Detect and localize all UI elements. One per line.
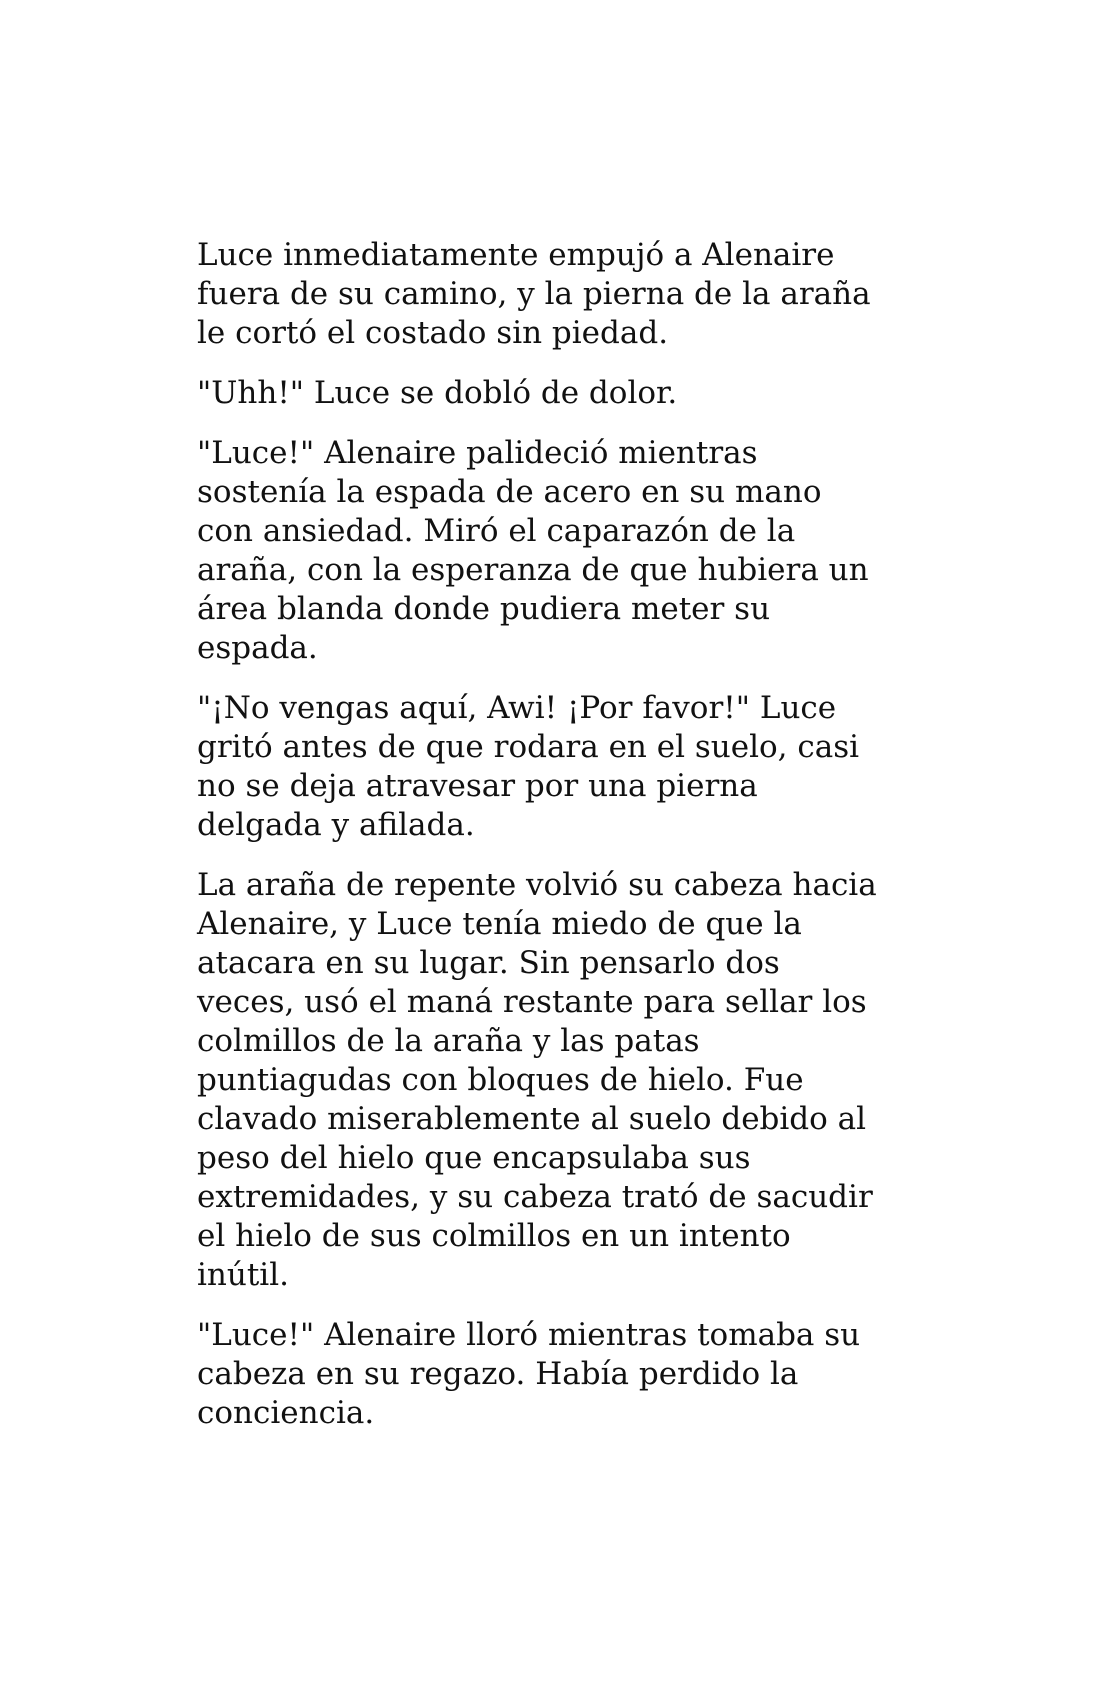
text-line: veces, usó el maná restante para sellar los bbox=[197, 984, 867, 1020]
text-line: peso del hielo que encapsulaba sus bbox=[197, 1140, 751, 1176]
text-line: conciencia. bbox=[197, 1395, 375, 1431]
page-text bbox=[197, 236, 917, 1454]
paragraph-5 bbox=[197, 866, 917, 1295]
paragraph-6 bbox=[197, 1316, 917, 1433]
text-line: área blanda donde pudiera meter su bbox=[197, 591, 771, 627]
text-line: con ansiedad. Miró el caparazón de la bbox=[197, 513, 796, 549]
text-line: le cortó el costado sin piedad. bbox=[197, 315, 669, 351]
text-line: "Luce!" Alenaire lloró mientras tomaba su bbox=[197, 1317, 861, 1353]
paragraph-2 bbox=[197, 374, 917, 413]
text-line: extremidades, y su cabeza trató de sacudir bbox=[197, 1179, 873, 1215]
text-line: "Uhh!" Luce se dobló de dolor. bbox=[197, 375, 678, 411]
paragraph-4 bbox=[197, 689, 917, 845]
paragraph-1 bbox=[197, 236, 917, 353]
text-line: araña, con la esperanza de que hubiera un bbox=[197, 552, 869, 588]
text-line: espada. bbox=[197, 630, 318, 666]
text-line: no se deja atravesar por una pierna bbox=[197, 768, 758, 804]
text-line: cabeza en su regazo. Había perdido la bbox=[197, 1356, 799, 1392]
text-line: puntiagudas con bloques de hielo. Fue bbox=[197, 1062, 804, 1098]
text-line: gritó antes de que rodara en el suelo, casi bbox=[197, 729, 860, 765]
text-line: sostenía la espada de acero en su mano bbox=[197, 474, 822, 510]
text-line: La araña de repente volvió su cabeza hacia bbox=[197, 867, 877, 903]
text-line: Alenaire, y Luce tenía miedo de que la bbox=[197, 906, 802, 942]
text-line: colmillos de la araña y las patas bbox=[197, 1023, 700, 1059]
text-line: fuera de su camino, y la pierna de la araña bbox=[197, 276, 871, 312]
text-line: "¡No vengas aquí, Awi! ¡Por favor!" Luce bbox=[197, 690, 837, 726]
text-line: inútil. bbox=[197, 1257, 289, 1293]
text-line: clavado miserablemente al suelo debido al bbox=[197, 1101, 867, 1137]
text-line: delgada y afilada. bbox=[197, 807, 475, 843]
text-line: atacara en su lugar. Sin pensarlo dos bbox=[197, 945, 780, 981]
text-line: "Luce!" Alenaire palideció mientras bbox=[197, 435, 758, 471]
text-line: el hielo de sus colmillos en un intento bbox=[197, 1218, 791, 1254]
paragraph-3 bbox=[197, 434, 917, 668]
text-line: Luce inmediatamente empujó a Alenaire bbox=[197, 237, 835, 273]
